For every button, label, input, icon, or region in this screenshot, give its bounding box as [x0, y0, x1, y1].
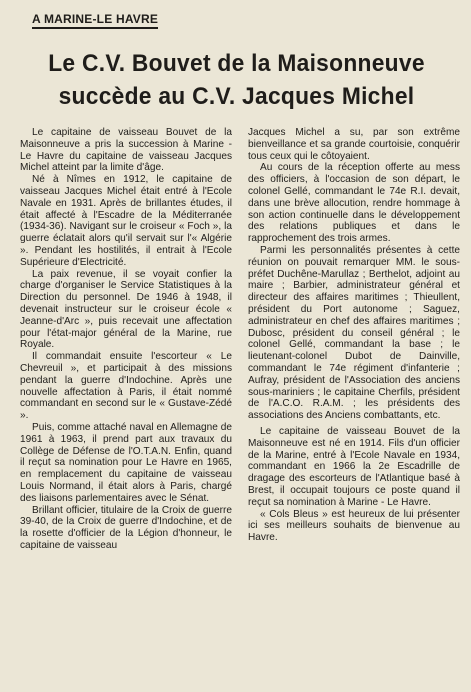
left-column: [20, 127, 232, 552]
paragraph: Le capitaine de vaisseau Bouvet de la Maisonneuve a pris la succession à Marine - Le Havre du capitaine de vaisseau Jacques Michel atteint par la limite d'âge.: [20, 127, 232, 174]
paragraph: Il commandait ensuite l'escorteur « Le Chevreuil », et participait à des missions pendant la guerre d'Indochine. Après une nouvelle affectation à Paris, il était nommé commandant en second sur le « Gustave-Zédé ».: [20, 351, 232, 422]
paragraph: Puis, comme attaché naval en Allemagne de 1961 à 1963, il prend part aux travaux du Collège de Défense de l'O.T.A.N. Enfin, quand il reçut sa nomination pour Le Havre en 1965, en remplacement du capitaine de vaisseau Louis Normand, il était alors à Paris, chargé des liaisons parlementaires avec le Sénat.: [20, 421, 232, 504]
right-column: [248, 127, 460, 552]
section-rubric: A MARINE-LE HAVRE: [32, 12, 158, 29]
headline-line-1: Le C.V. Bouvet de la Maisonneuve: [48, 50, 425, 77]
paragraph: Au cours de la réception offerte au mess des officiers, à l'occasion de son départ, le colonel Gellé, commandant le 74e R.I. devait, dans une brève allocution, rendre hommage à son action continuelle dans le développement des relations publiques et dans le rapprochement des trois armes.: [248, 162, 460, 245]
paragraph: Brillant officier, titulaire de la Croix de guerre 39-40, de la Croix de guerre d'Indochine, et de la rosette d'officier de la Légion d'honneur, le capitaine de vaisseau: [20, 504, 232, 551]
article-headline: [31, 47, 441, 113]
paragraph: La paix revenue, il se voyait confier la charge d'organiser le Service Statistiques à la Direction du personnel. De 1946 à 1948, il devenait instructeur sur le croiseur école « Jeanne-d'Arc », puis recevait une affectation pour l'état-major général de la Marine, rue Royale.: [20, 268, 232, 351]
paragraph: Jacques Michel a su, par son extrême bienveillance et sa grande courtoisie, conquérir tous ceux qui le côtoyaient.: [248, 127, 460, 162]
paragraph: Parmi les personnalités présentes à cette réunion on pouvait remarquer MM. le sous-préfet Duchêne-Marullaz ; Berthelot, adjoint au maire ; Barbier, administrateur général et directeur des affaires maritimes ; Thieullent, président du Port autonome ; Saguez, administrateur en chef des affaires maritimes ; Dubosc, président du conseil général ; le colonel Gellé, commandant la base ; le lieutenant-colonel Dubot de Dainville, commandant le 74e régiment d'infanterie ; Aufray, président de l'Association des anciens sous-mariniers ; le capitaine Cherfils, président de l'A.C.O. R.A.M. ; les présidents des associations des Anciens combattants, etc.: [248, 244, 460, 422]
paragraph: « Cols Bleus » est heureux de lui présenter ici ses meilleurs souhaits de bienvenue au Havre.: [248, 508, 460, 544]
paragraph: Né à Nîmes en 1912, le capitaine de vaisseau Jacques Michel était entré à l'Ecole Navale en 1931. Après de brillantes études, il était affecté à l'Escadre de la Méditerranée (1934-36). Navigant sur le croiseur « Foch », la guerre éclatait alors qu'il servait sur l'« Algérie ». Pendant les hostilités, il entrait à l'Ecole Supérieure d'Electricité.: [20, 174, 232, 268]
paragraph: Le capitaine de vaisseau Bouvet de la Maisonneuve est né en 1914. Fils d'un officier de la Marine, entré à l'Ecole Navale en 1934, commandant en 1966 la 2e Escadrille de dragage des escorteurs de l'Atlantique basé à Brest, il occupait toujours ce poste quand il reçut sa nomination à Marine - Le Havre.: [248, 425, 460, 508]
article-body: [20, 127, 460, 552]
headline-line-2: succède au C.V. Jacques Michel: [58, 83, 415, 110]
